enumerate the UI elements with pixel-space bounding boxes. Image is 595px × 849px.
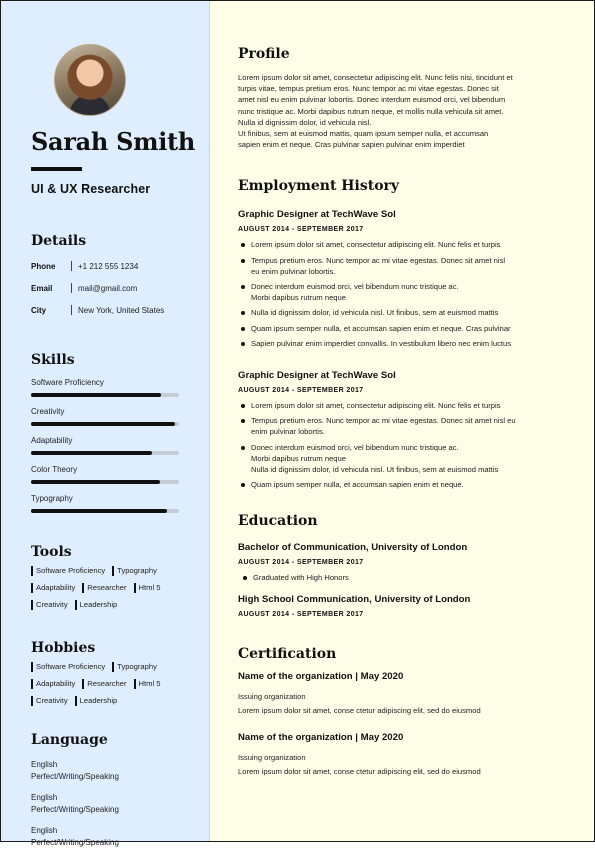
certification-description: Lorem ipsum dolor sit amet, conse ctetur adipiscing elit, sed do eiusmod bbox=[238, 706, 481, 716]
bullet-line: Donec interdum euismod orci, vel bibendum nunc tristique ac. bbox=[251, 442, 459, 452]
detail-row-phone bbox=[31, 261, 209, 271]
skill-bar-track bbox=[31, 422, 179, 426]
language-section bbox=[31, 733, 209, 849]
certification-heading: Certification bbox=[238, 646, 337, 663]
skill-bar-track bbox=[31, 393, 179, 397]
bullet-dot-icon bbox=[243, 576, 247, 580]
language-level: Perfect/Writing/Speaking bbox=[31, 805, 119, 815]
bullet-item bbox=[238, 255, 572, 277]
tag-item: Creativity bbox=[31, 696, 68, 706]
bullet-line: Quam ipsum semper nulla, et accumsan sapien enim et neque. Cras pulvinar bbox=[251, 323, 511, 333]
avatar bbox=[54, 44, 126, 116]
skill-bar-fill bbox=[31, 509, 167, 513]
bullet-item bbox=[238, 442, 572, 476]
skill-bar-fill bbox=[31, 393, 161, 397]
profile-line: turpis vitae, tempus pretium eros. Nunc tempor ac mi vitae egestas. Donec sit bbox=[238, 84, 499, 94]
employment-heading: Employment History bbox=[238, 178, 400, 195]
job-bullets bbox=[238, 239, 572, 349]
profile-line: Lorem ipsum dolor sit amet, consectetur adipiscing elit. Nunc felis nisi, tincidunt et bbox=[238, 73, 513, 82]
tag-item: Html 5 bbox=[134, 679, 161, 689]
skill-bar-track bbox=[31, 451, 179, 455]
bullet-line: Morbi dapibus rutrum neque bbox=[251, 453, 346, 463]
skill-name: Creativity bbox=[31, 407, 65, 417]
bullet-line: Sapien pulvinar enim imperdiet convallis. In vestibulum libero nec enim luctus bbox=[251, 338, 512, 348]
bullet-dot-icon bbox=[241, 259, 245, 263]
bullet-line: eu enim pulvinar lobortis. bbox=[251, 266, 336, 276]
skill-bar-fill bbox=[31, 451, 152, 455]
bullet-dot-icon bbox=[241, 327, 245, 331]
bullet-item bbox=[238, 307, 572, 318]
profile-line: nunc tristique ac. Morbi dapibus rutrum neque, et mollis nulla vehicula sit amet. bbox=[238, 106, 504, 116]
sidebar bbox=[1, 1, 210, 848]
education-item bbox=[238, 594, 572, 618]
language-item bbox=[31, 792, 209, 816]
detail-label: Email bbox=[31, 283, 53, 293]
profile-section bbox=[238, 47, 572, 150]
hobbies-section bbox=[31, 641, 209, 713]
job-title: Graphic Designer at TechWave Sol bbox=[238, 370, 396, 382]
bullet-line: Lorem ipsum dolor sit amet, consectetur adipiscing elit. Nunc felis et turpis bbox=[251, 401, 501, 411]
tag-item: Adaptability bbox=[31, 583, 75, 593]
tag-item: Typography bbox=[112, 662, 157, 672]
jobs-list bbox=[238, 209, 572, 490]
skill-name: Software Proficiency bbox=[31, 378, 104, 388]
detail-row-city bbox=[31, 305, 209, 315]
skill-item bbox=[31, 407, 209, 426]
bullet-dot-icon bbox=[241, 243, 245, 247]
education-heading: Education bbox=[238, 513, 318, 530]
profile-line: amet nisl eu enim pulvinar lobortis. Donec interdum euismod orci, vel bibendum bbox=[238, 95, 506, 105]
skill-item bbox=[31, 436, 209, 455]
skill-name: Color Theory bbox=[31, 465, 78, 475]
education-title: High School Communication, University of London bbox=[238, 594, 471, 606]
profile-line: Nulla id dignissim dolor, id vehicula nisl. bbox=[238, 117, 372, 127]
bullet-dot-icon bbox=[241, 446, 245, 450]
tag-item: Adaptability bbox=[31, 679, 75, 689]
city-value: New York, United States bbox=[78, 305, 165, 315]
main-content bbox=[210, 1, 594, 841]
bullet-dot-icon bbox=[241, 483, 245, 487]
profile-text bbox=[238, 72, 572, 150]
profile-heading: Profile bbox=[238, 46, 290, 62]
tag-item: Software Proficiency bbox=[31, 566, 105, 576]
tools-tags bbox=[31, 566, 203, 617]
certification-title: Name of the organization | May 2020 bbox=[238, 671, 404, 683]
person-name: Sarah Smith bbox=[31, 127, 195, 156]
bullet-line: Tempus pretium eros. Nunc tempor ac mi vitae egestas. Donec sit amet nisl eu bbox=[251, 416, 516, 426]
name-underline bbox=[31, 167, 82, 171]
tag-item: Leadership bbox=[75, 696, 118, 706]
skill-item bbox=[31, 465, 209, 484]
bullet-line: enim pulvinar lobortis. bbox=[251, 427, 325, 437]
skills-section bbox=[31, 353, 209, 513]
language-name: English bbox=[31, 826, 58, 836]
language-item bbox=[31, 759, 209, 783]
bullet-line: Lorem ipsum dolor sit amet, consectetur adipiscing elit. Nunc felis et turpis bbox=[251, 240, 501, 250]
certification-section bbox=[238, 647, 572, 777]
tools-section bbox=[31, 545, 209, 617]
language-name: English bbox=[31, 760, 58, 770]
skill-name: Typography bbox=[31, 494, 73, 504]
education-title: Bachelor of Communication, University of London bbox=[238, 542, 468, 554]
job-date: AUGUST 2014 - SEPTEMBER 2017 bbox=[238, 387, 364, 395]
bullet-dot-icon bbox=[241, 404, 245, 408]
profile-line: Ut finibus, sem at euismod mattis, quam ipsum semper nulla, et accumsan bbox=[238, 129, 489, 139]
job-entry bbox=[238, 209, 572, 349]
certification-title: Name of the organization | May 2020 bbox=[238, 732, 404, 744]
certification-issuer: Issuing organization bbox=[238, 753, 306, 763]
details-section bbox=[31, 234, 209, 315]
job-title: Graphic Designer at TechWave Sol bbox=[238, 209, 396, 221]
bullet-item bbox=[238, 323, 572, 334]
education-list bbox=[238, 542, 572, 618]
bullet-item bbox=[238, 400, 572, 411]
skill-bar-fill bbox=[31, 422, 175, 426]
bullet-item bbox=[238, 281, 572, 303]
language-name: English bbox=[31, 793, 58, 803]
language-level: Perfect/Writing/Speaking bbox=[31, 772, 119, 782]
language-item bbox=[31, 825, 209, 849]
employment-section bbox=[238, 179, 572, 490]
detail-label: Phone bbox=[31, 261, 56, 271]
bullet-dot-icon bbox=[241, 285, 245, 289]
certification-issuer: Issuing organization bbox=[238, 692, 306, 702]
email-value: mail@gmail.com bbox=[78, 283, 138, 293]
certification-list bbox=[238, 671, 572, 777]
education-note bbox=[238, 573, 572, 582]
job-bullets bbox=[238, 400, 572, 490]
profile-line: sapien enim et neque. Cras pulvinar sapien pulvinar enim imperdiet bbox=[238, 140, 465, 150]
job-role: UI & UX Researcher bbox=[31, 182, 151, 197]
education-date: AUGUST 2014 - SEPTEMBER 2017 bbox=[238, 559, 364, 567]
job-date: AUGUST 2014 - SEPTEMBER 2017 bbox=[238, 226, 364, 234]
bullet-item bbox=[238, 479, 572, 490]
details-heading: Details bbox=[31, 233, 87, 250]
tools-heading: Tools bbox=[31, 544, 72, 561]
education-date: AUGUST 2014 - SEPTEMBER 2017 bbox=[238, 611, 364, 619]
hobbies-heading: Hobbies bbox=[31, 640, 96, 657]
tag-item: Researcher bbox=[82, 679, 126, 689]
detail-divider bbox=[71, 305, 72, 315]
bullet-item bbox=[238, 415, 572, 437]
skills-heading: Skills bbox=[31, 352, 75, 369]
hobbies-tags bbox=[31, 662, 203, 713]
bullet-line: Quam ipsum semper nulla, et accumsan sapien enim et neque. bbox=[251, 480, 464, 490]
language-heading: Language bbox=[31, 732, 108, 749]
bullet-line: Nulla id dignissim dolor, id vehicula nisl. Ut finibus, sem at euismod mattis bbox=[251, 308, 499, 318]
bullet-line: Tempus pretium eros. Nunc tempor ac mi vitae egestas. Donec sit amet nisl bbox=[251, 255, 506, 265]
tag-item: Leadership bbox=[75, 600, 118, 610]
tag-item: Software Proficiency bbox=[31, 662, 105, 672]
detail-label: City bbox=[31, 305, 47, 315]
bullet-dot-icon bbox=[241, 311, 245, 315]
skill-bar-track bbox=[31, 480, 179, 484]
skill-bar-fill bbox=[31, 480, 160, 484]
detail-row-email bbox=[31, 283, 209, 293]
skill-item bbox=[31, 378, 209, 397]
tag-item: Creativity bbox=[31, 600, 68, 610]
bullet-dot-icon bbox=[241, 342, 245, 346]
language-list bbox=[31, 759, 209, 849]
bullet-line: Donec interdum euismod orci, vel bibendum nunc tristique ac. bbox=[251, 282, 459, 292]
tag-item: Typography bbox=[112, 566, 157, 576]
certification-item bbox=[238, 732, 572, 777]
phone-value: +1 212 555 1234 bbox=[78, 261, 139, 271]
bullet-line: Nulla id dignissim dolor, id vehicula nisl. Ut finibus, sem at euismod mattis bbox=[251, 465, 499, 475]
skills-list bbox=[31, 378, 209, 513]
detail-divider bbox=[71, 261, 72, 271]
skill-name: Adaptability bbox=[31, 436, 73, 446]
tag-item: Html 5 bbox=[134, 583, 161, 593]
education-note-text: Graduated with High Honors bbox=[253, 573, 349, 583]
bullet-line: Morbi dapibus rutrum neque bbox=[251, 293, 346, 303]
bullet-item bbox=[238, 338, 572, 349]
tag-item: Researcher bbox=[82, 583, 126, 593]
bullet-item bbox=[238, 239, 572, 250]
bullet-dot-icon bbox=[241, 419, 245, 423]
skill-item bbox=[31, 494, 209, 513]
education-section bbox=[238, 514, 572, 618]
detail-divider bbox=[71, 283, 72, 293]
certification-item bbox=[238, 671, 572, 716]
certification-description: Lorem ipsum dolor sit amet, conse ctetur adipiscing elit, sed do eiusmod bbox=[238, 767, 481, 777]
job-entry bbox=[238, 370, 572, 490]
skill-bar-track bbox=[31, 509, 179, 513]
education-item bbox=[238, 542, 572, 582]
language-level: Perfect/Writing/Speaking bbox=[31, 838, 119, 848]
